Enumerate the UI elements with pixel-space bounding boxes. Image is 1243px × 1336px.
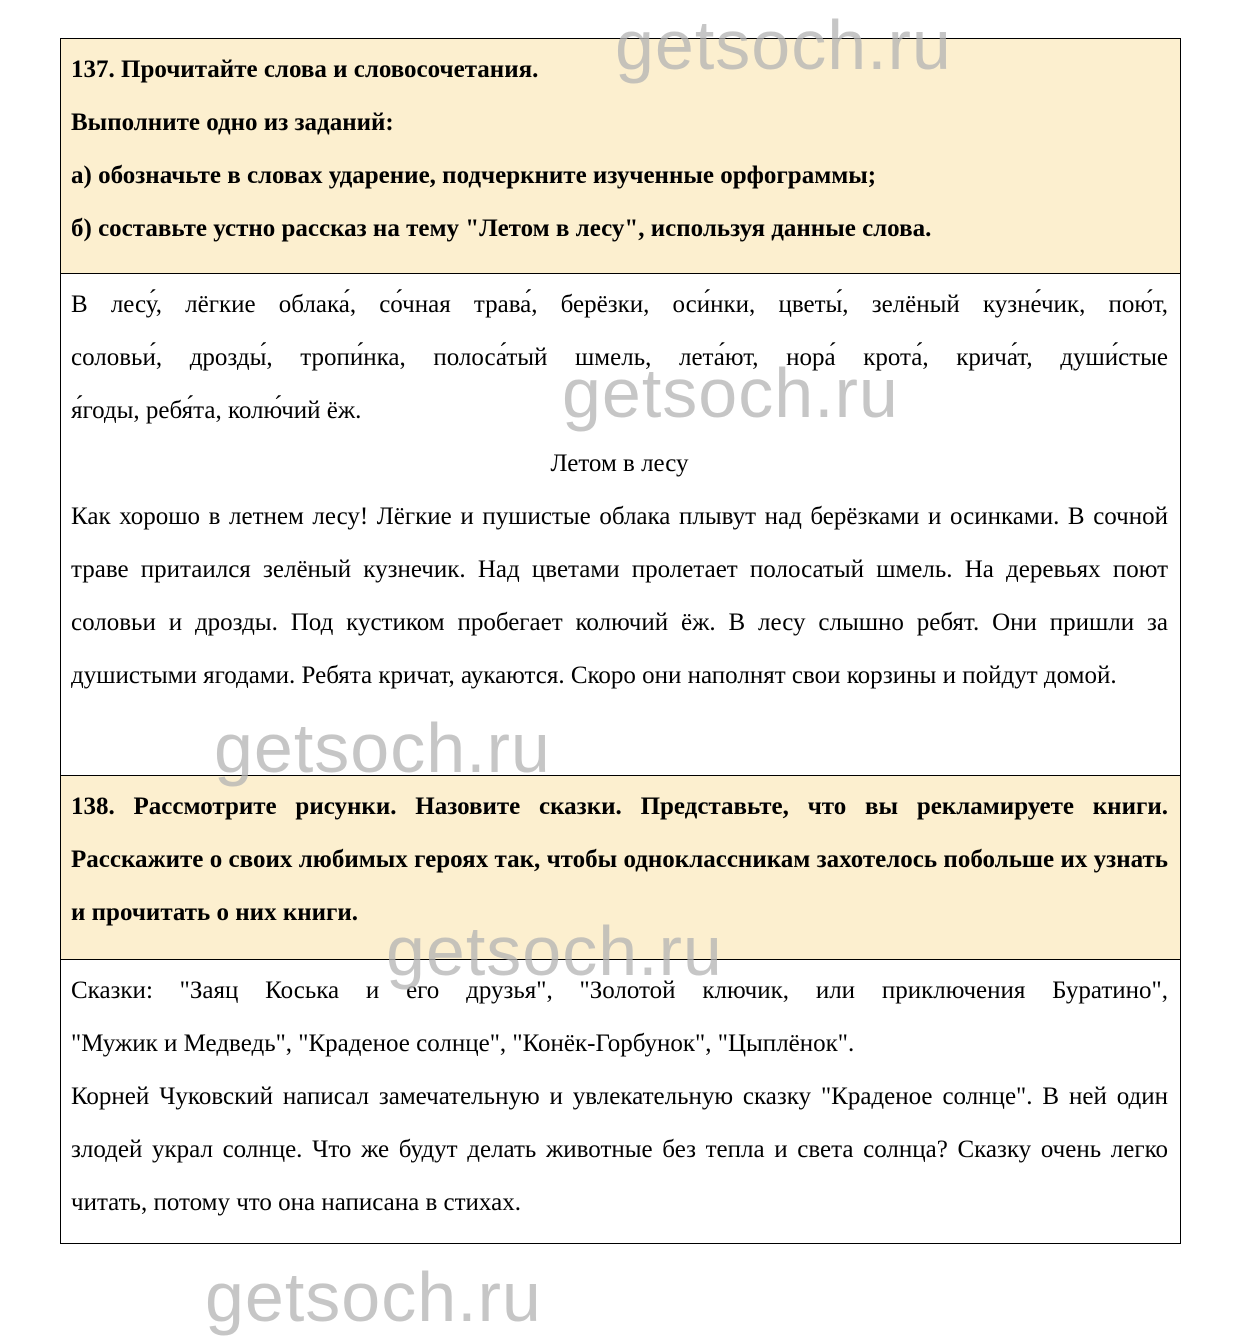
watermark: getsoch.ru [615,6,952,84]
tales-list-line-2: "Мужик и Медведь", "Краденое солнце", "Конёк-Горбунок", "Цыплёнок". [71,1030,855,1057]
answer-137 [61,274,1180,776]
task-137 [61,39,1180,274]
watermark: getsoch.ru [386,912,723,990]
word-list-line-2: соловьи́, дрозды́, тропи́нка, полоса́тый шмель, лета́ют, нора́ крота́, крича́т, души́стые [71,344,1168,371]
task-137-title: 137. Прочитайте слова и словосочетания. [71,56,539,83]
word-list-line-1: В лесу́, лёгкие облака́, со́чная трава́, берёзки, оси́нки, цветы́, зелёный кузне́чик, пою́т, [71,291,1168,318]
watermark: getsoch.ru [562,354,899,432]
story-title: Летом в лесу [550,450,689,477]
watermark: getsoch.ru [205,1258,542,1336]
task-137-option-a: а) обозначьте в словах ударение, подчеркните изученные орфограммы; [71,162,877,189]
task-137-option-b: б) составьте устно рассказ на тему "Летом в лесу", используя данные слова. [71,215,932,242]
answer-138 [61,960,1180,1243]
task-138 [61,776,1180,960]
tale-review-text: Корней Чуковский написал замечательную и увлекательную сказку "Краденое солнце". В ней один злодей украл солнце. Что же будут делать животные без тепла и света солнца? Сказку очень легко читать, потому что она написана в стихах. [71,1083,1168,1216]
task-138-text: 138. Рассмотрите рисунки. Назовите сказки. Представьте, что вы рекламируете книги. Расскажите о своих любимых героях так, чтобы одноклассникам захотелось побольше их узнать и прочитать о них книги. [71,793,1168,926]
tales-list-line-1: Сказки: "Заяц Коська и его друзья", "Золотой ключик, или приключения Буратино", [71,977,1168,1004]
watermark: getsoch.ru [214,709,551,787]
exercise-table [60,38,1181,1244]
word-list-line-3: я́годы, ребя́та, колю́чий ёж. [71,397,362,424]
story-text: Как хорошо в летнем лесу! Лёгкие и пушистые облака плывут над берёзками и осинками. В сочной траве притаился зелёный кузнечик. Над цветами пролетает полосатый шмель. На деревьях поют соловьи и дрозды. Под кустиком пробегает колючий ёж. В лесу слышно ребят. Они пришли за душистыми ягодами. Ребята кричат, аукаются. Скоро они наполнят свои корзины и пойдут домой. [71,503,1168,689]
task-137-instruction: Выполните одно из заданий: [71,109,394,136]
